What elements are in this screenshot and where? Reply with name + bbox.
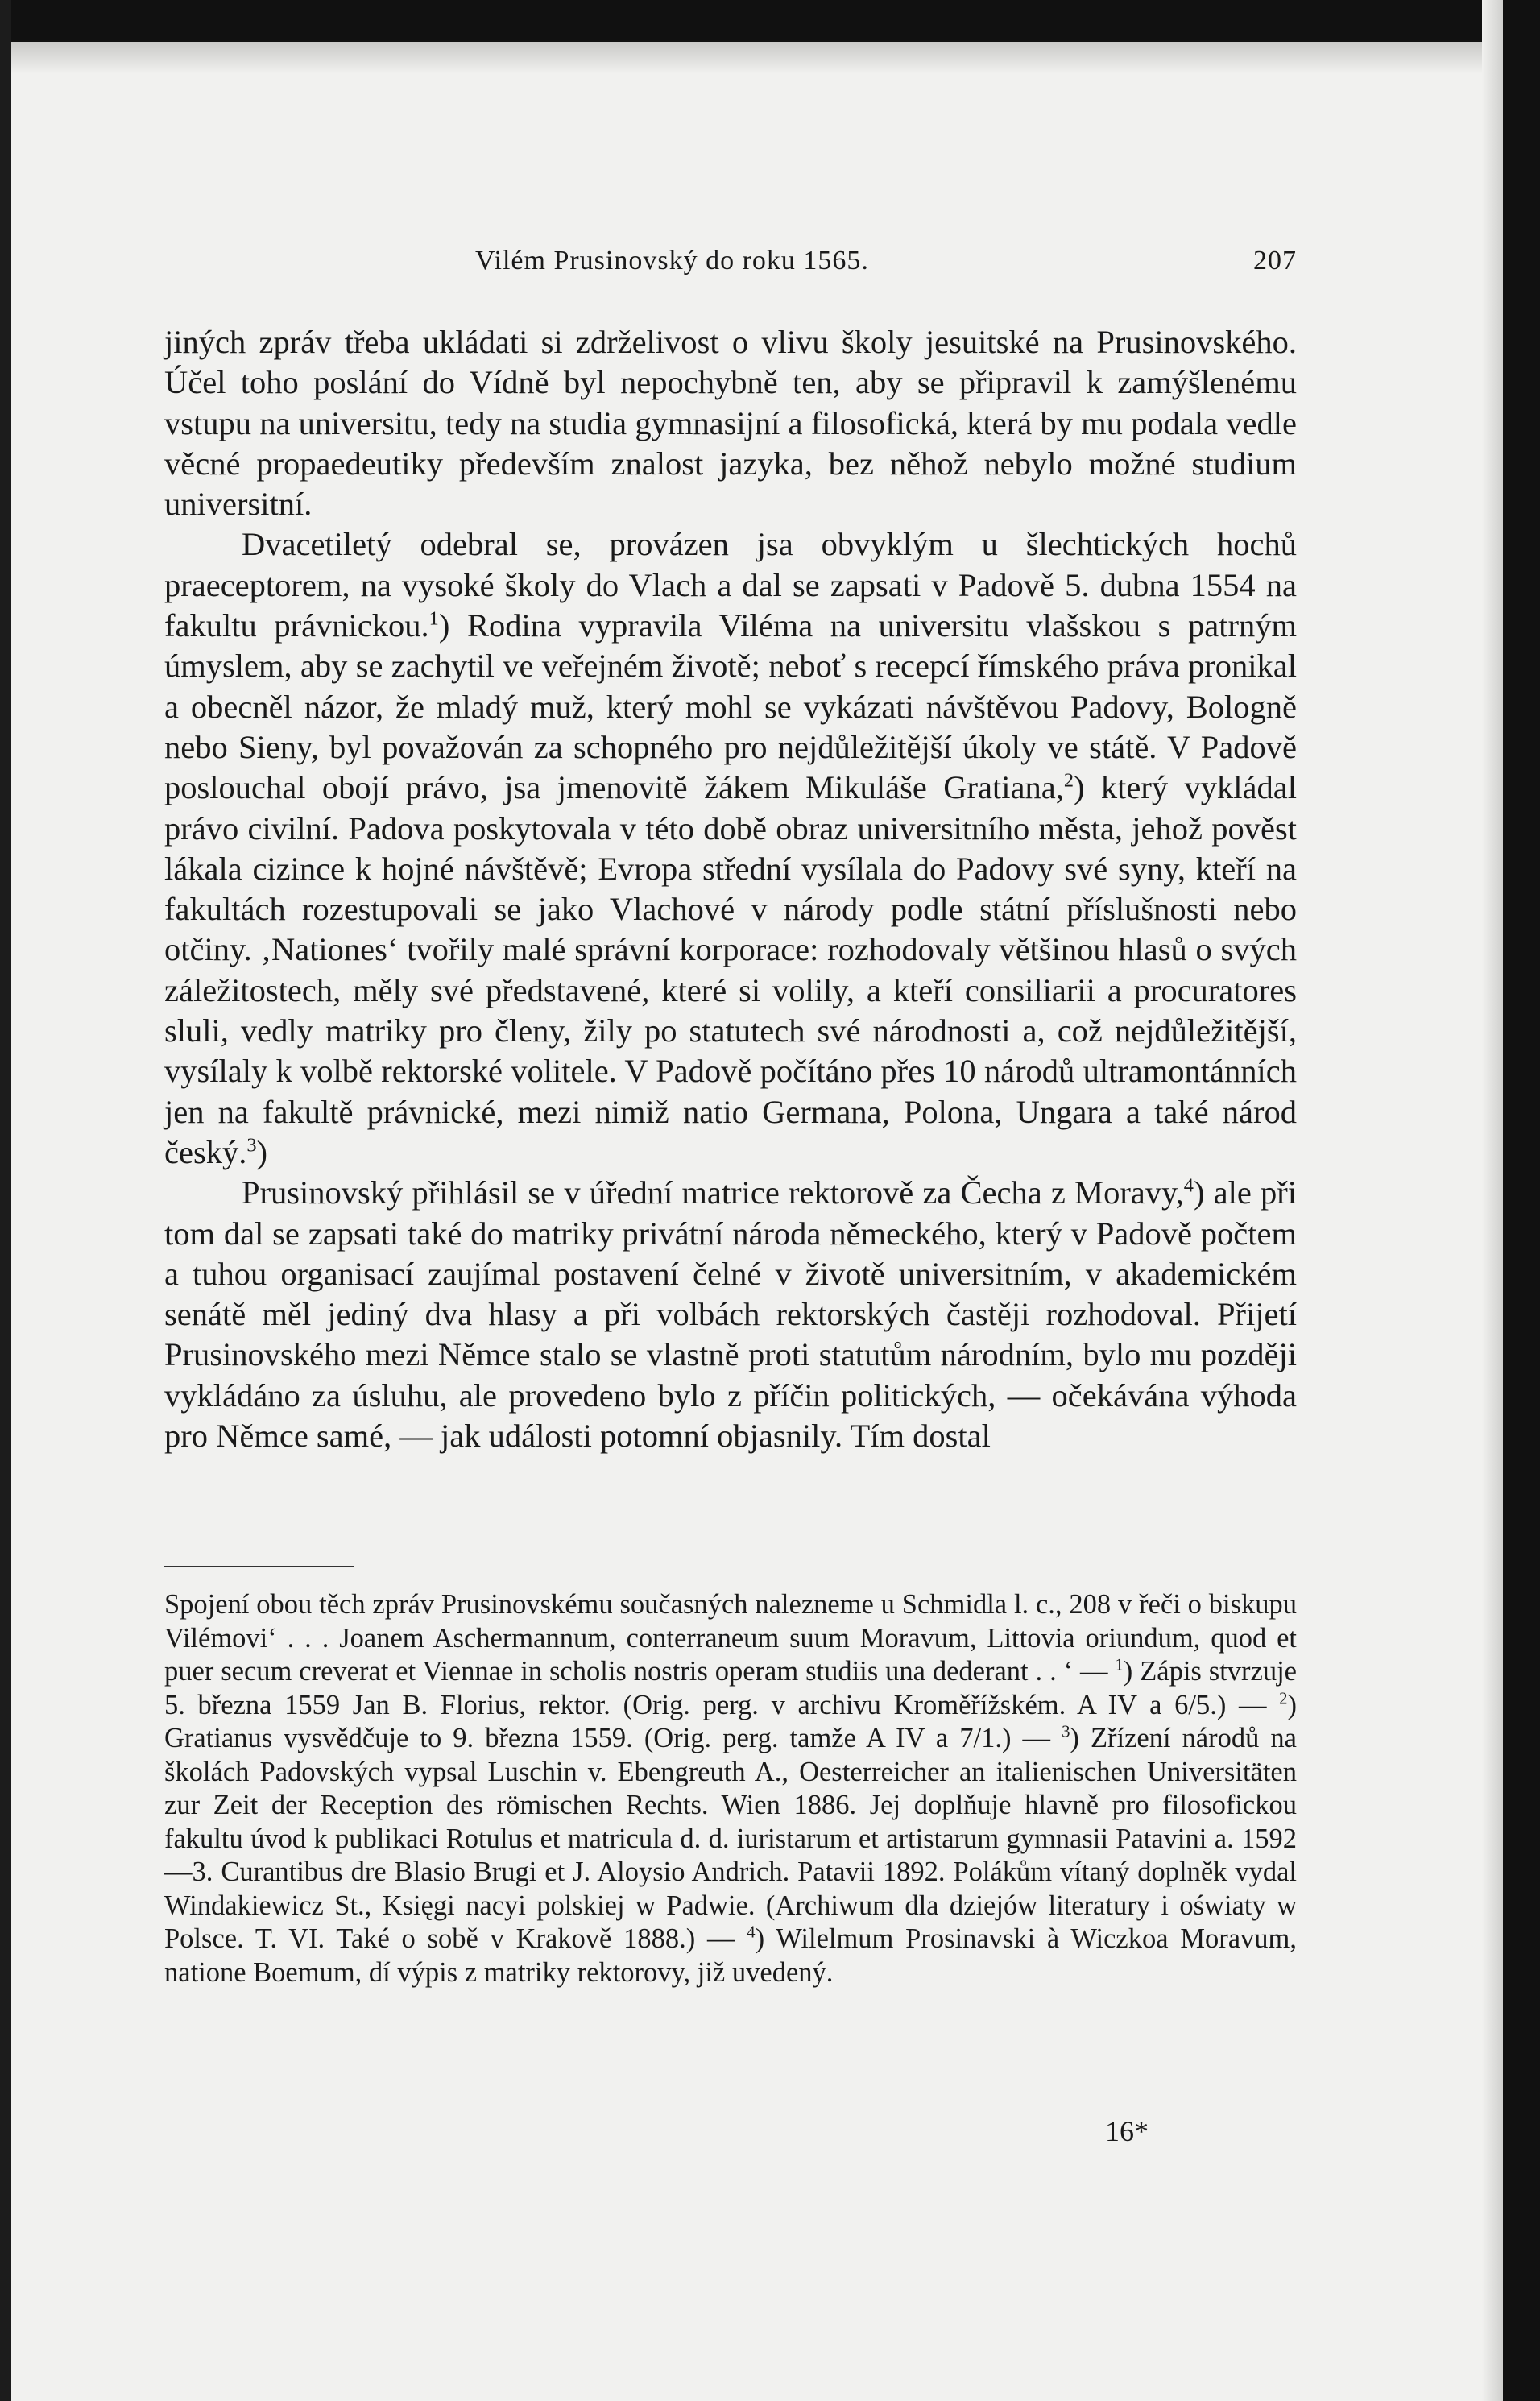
paragraph-2-part-a: Dvacetiletý odebral se, provázen jsa obvyklým u šlechtických hochů praeceptorem, na vysoké školy do Vlach a dal se zapsati v Padově 5. dubna 1554 na fakultu právnickou. (164, 526, 1297, 644)
footnote-mark-1: 1 (1115, 1656, 1124, 1674)
footnote-ref-3: 3 (246, 1134, 257, 1157)
footnote-mark-4: 4 (747, 1923, 756, 1942)
footnote-mark-3: 3 (1062, 1723, 1070, 1741)
footnote-1-text: ) Zápis stvrzuje 5. března 1559 Jan B. Florius, rektor. (Orig. perg. v archivu Kroměřížském. A IV a (164, 1656, 1297, 1720)
paragraph-2-part-d: ) (256, 1133, 267, 1170)
footnote-2-end: .) — (995, 1723, 1051, 1753)
footnote-4-text: ) Wilelmum Prosinavski à Wiczkoa Moravum, natione Boemum, dí výpis z matriky rektorovy, již uvedený. (164, 1923, 1298, 1988)
body-text (164, 322, 1297, 1456)
footnote-ref-2: 2 (1063, 769, 1074, 792)
footnote-block (164, 1588, 1297, 1989)
paragraph-3-part-a: Prusinovský přihlásil se v úřední matrice rektorově za Čecha z Moravy, (242, 1174, 1184, 1211)
footnote-2-text: ) Gratianus vysvědčuje to 9. března 1559. (Orig. perg. tamže A IV a (164, 1689, 1297, 1753)
scan-top-border (0, 0, 1540, 42)
scan-right-shadow (1482, 0, 1503, 2401)
scan-top-shadow (0, 42, 1540, 74)
footnote-continued: Spojení obou těch zpráv Prusinovskému současných nalezneme u Schmidla l. c., 208 v řeči o biskupu Vilémovi‘ . . . Joanem Aschermannum, conterraneum suum Moravum, Littovia oriundum, quod et puer secum creverat et Viennae in scholis nostris operam studiis una dederant . . ‘ — (164, 1589, 1297, 1687)
footnote-ref-4: 4 (1183, 1174, 1194, 1197)
paragraph-3-part-b: ) ale při tom dal se zapsati také do matriky privátní národa německého, který v Padově počtem a tuhou organisací zaujímal postavení čelné v životě universitním, v akademickém senátě měl jediný dva hlasy a při volbách rektorských častěji rozhodoval. Přijetí Prusinovského mezi Němce stalo se vlastně proti statutům národním, bylo mu později vykládáno za úsluhu, ale provedeno bylo z příčin politických, — očekávána výhoda pro Němce samé, — jak události potomní objasnily. Tím dostal (164, 1174, 1297, 1455)
page-number: 207 (1253, 246, 1297, 275)
paragraph-1: jiných zpráv třeba ukládati si zdrželivost o vlivu školy jesuitské na Prusinovského. Účel toho poslání do Vídně byl nepochybně ten, aby se připravil k zamýšlenému vstupu na universitu, tedy na studia gymnasijní a filosofická, která by mu podala vedle věcné propaedeutiky především znalost jazyka, bez něhož nebylo možné studium universitní. (164, 324, 1297, 523)
footnotes (164, 1588, 1297, 1989)
running-head (169, 246, 1297, 294)
running-title: Vilém Prusinovský do roku 1565. (475, 246, 869, 275)
footnote-mark-2: 2 (1279, 1690, 1288, 1708)
paragraph-2-part-b: ) Rodina vypravila Viléma na universitu vlašskou s patrným úmyslem, aby se zachytil ve veřejném životě; neboť s recepcí římského práva pronikal a obecněl názor, že mladý muž, který mohl se vykázati návštěvou Padovy, Bologně nebo Sieny, byl považován za schopného pro nejdůležitější úkoly ve státě. V Padově poslouchal obojí právo, jsa jmenovitě žákem Mikuláše Gratiana, (164, 607, 1297, 806)
footnote-rule (164, 1566, 354, 1567)
footnote-ref-1: 1 (428, 607, 439, 630)
paragraph-3 (164, 1173, 1297, 1456)
paragraph-2-part-c: ) který vykládal právo civilní. Padova poskytovala v této době obraz universitního města, jehož pověst lákala cizince k hojné návštěvě; Evropa střední vysílala do Padovy své syny, kteří na fakultách rozestupovali se jako Vlachové v národy podle státní příslušnosti nebo otčiny. ‚Nationes‘ tvořily malé správní korporace: rozhodovaly většinou hlasů o svých záležitostech, měly své představené, které si volily, a kteří consiliarii a procuratores sluli, vedly matriky pro členy, žily po statutech své národnosti a, což nejdůležitější, vysílaly k volbě rektorské volitele. V Padově počítáno přes 10 národů ultramontánních jen na fakultě právnické, mezi nimiž natio Germana, Polona, Ungara a také národ český. (164, 769, 1297, 1170)
signature-mark: 16* (1105, 2115, 1149, 2147)
footnote-3-text: ) Zřízení národů na školách Padovských vypsal Luschin v. Ebengreuth A., Oesterreicher an italienischen Universitäten zur Zeit der Reception des römischen Rechts. Wien 1886. Jej doplňuje hlavně pro filosofickou fakultu úvod k publikaci Rotulus et matricula d. d. iuristarum et artistarum gymnasii Patavini a. 1592—3. Curantibus dre Blasio Brugi et J. Aloysio Andrich. Patavii 1892. Polákům vítaný doplněk vydal Windakiewicz St., Księgi nacyi polskiej w Padwie. (Archiwum dla dziejów literatury i oświaty w Polsce. T. VI. Také o sobě v Krakově 1888.) — (164, 1723, 1297, 1954)
scan-left-edge (0, 0, 11, 2401)
footnote-2-fraction: 7/1 (959, 1723, 996, 1753)
paragraph-2 (164, 524, 1297, 1173)
scan-right-border (1503, 0, 1540, 2401)
footnote-1-end: .) — (1210, 1689, 1267, 1720)
footnote-1-fraction: 6/5 (1174, 1689, 1211, 1720)
